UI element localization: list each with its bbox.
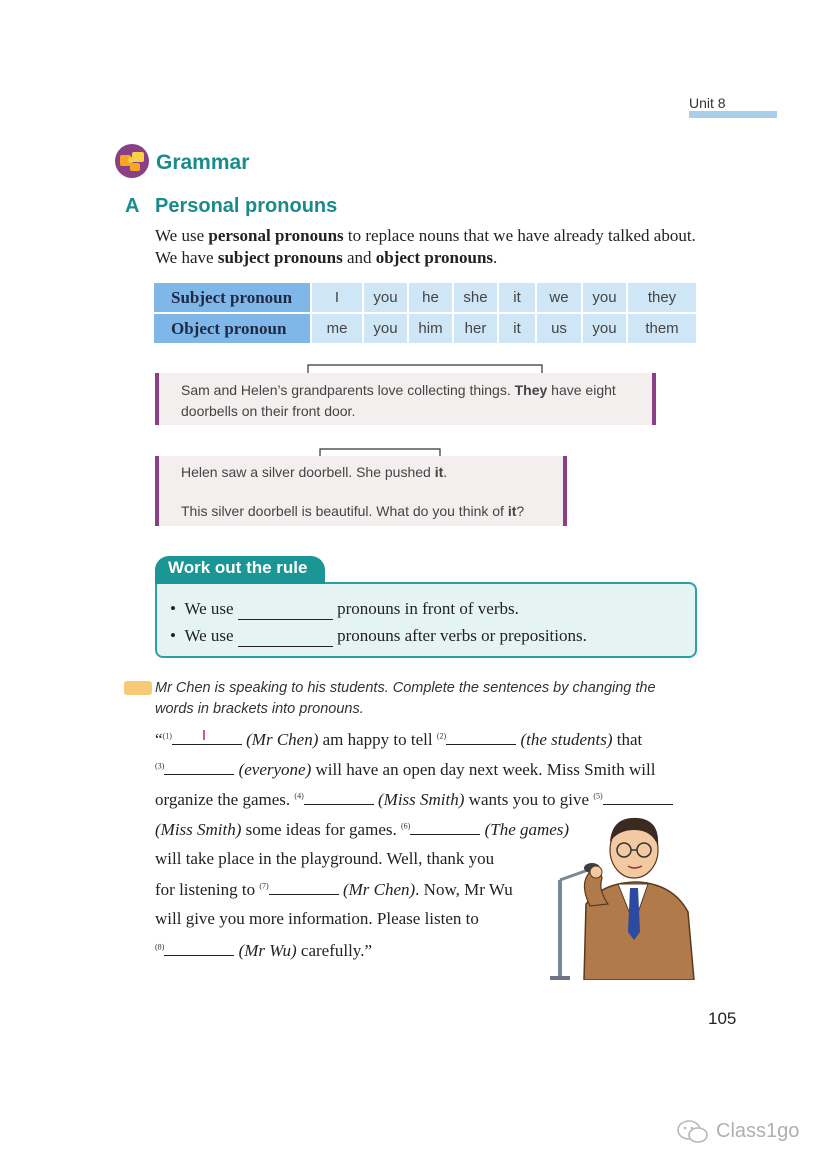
row-label: Subject pronoun [154, 283, 310, 312]
section-letter: A [125, 195, 140, 217]
rule-blank[interactable] [238, 626, 333, 647]
unit-bar [689, 111, 777, 118]
teacher-illustration [548, 812, 696, 980]
rule-bullet: • We use pronouns in front of verbs. [170, 599, 519, 618]
table-cell: it [497, 314, 535, 343]
exercise-line: (Miss Smith) some ideas for games. $^{(6)}$ (The games) [155, 820, 570, 839]
answer-blank[interactable] [446, 729, 516, 745]
left-bar [155, 456, 159, 526]
exercise-line: $^{(3)}$ (everyone) will have an open day next week. Miss Smith will [155, 760, 656, 779]
example-line: This silver doorbell is beautiful. What do you think of it? [181, 503, 525, 519]
left-bar [155, 373, 159, 425]
right-bar [652, 373, 656, 425]
answer-blank[interactable] [603, 789, 673, 805]
rule-blank[interactable] [238, 599, 333, 620]
table-cell: you [362, 283, 407, 312]
exercise-line: organize the games. $^{(4)}$ (Miss Smith) wants you to give $^{(5)}$ [155, 789, 673, 810]
answer-blank[interactable] [269, 879, 339, 895]
exercise-line: $^{(8)}$ (Mr Wu) carefully.” [155, 941, 373, 960]
exercise-line: “$^{(1)}$ I (Mr Chen) am happy to tell $^{(2)}$ (the students) that [155, 727, 643, 749]
pronoun-table [154, 283, 696, 345]
table-cell: it [497, 283, 535, 312]
unit-label: Unit 8 [689, 95, 726, 111]
table-cell: us [535, 314, 581, 343]
example-line: Helen saw a silver doorbell. She pushed it. [181, 464, 448, 480]
exercise-instruction: Mr Chen is speaking to his students. Complete the sentences by changing the words in brackets into pronouns. [155, 680, 656, 717]
table-cell: you [581, 314, 626, 343]
exercise-badge [124, 681, 152, 695]
table-cell: him [407, 314, 452, 343]
table-row [154, 283, 696, 312]
table-cell: we [535, 283, 581, 312]
table-cell: me [310, 314, 362, 343]
exercise-line: will take place in the playground. Well, thank you [155, 849, 495, 868]
example-box [155, 373, 656, 425]
example-line: Sam and Helen’s grandparents love collecting things. They have eight [181, 382, 616, 398]
table-cell: they [626, 283, 696, 312]
example-box [155, 456, 567, 526]
row-label: Object pronoun [154, 314, 310, 343]
table-cell: you [581, 283, 626, 312]
page-number: 105 [708, 1009, 737, 1028]
puzzle-icon [112, 143, 152, 179]
table-cell: her [452, 314, 497, 343]
grammar-heading: Grammar [156, 151, 250, 174]
intro-paragraph: We use personal pronouns to replace nouns that we have already talked about. We have subject pronouns and object pronouns. [155, 226, 696, 267]
table-row [154, 314, 696, 343]
right-bar [563, 456, 567, 526]
table-cell: she [452, 283, 497, 312]
answer-blank[interactable] [172, 729, 242, 745]
answer-blank[interactable] [164, 759, 234, 775]
table-cell: you [362, 314, 407, 343]
watermark-text: Class1go [716, 1120, 800, 1142]
rule-bullet: • We use pronouns after verbs or prepositions. [170, 626, 587, 645]
exercise-line: will give you more information. Please listen to [155, 909, 479, 928]
table-cell: he [407, 283, 452, 312]
answer-text: I [201, 727, 207, 744]
answer-blank[interactable] [410, 819, 480, 835]
table-cell: them [626, 314, 696, 343]
exercise-line: for listening to $^{(7)}$ (Mr Chen). Now, Mr Wu [155, 880, 513, 899]
rule-tab-label: Work out the rule [168, 558, 308, 577]
example-line: doorbells on their front door. [181, 403, 356, 419]
wechat-icon [676, 1119, 710, 1145]
answer-blank[interactable] [304, 789, 374, 805]
section-title: Personal pronouns [155, 195, 338, 217]
answer-blank[interactable] [164, 940, 234, 956]
table-cell: I [310, 283, 362, 312]
